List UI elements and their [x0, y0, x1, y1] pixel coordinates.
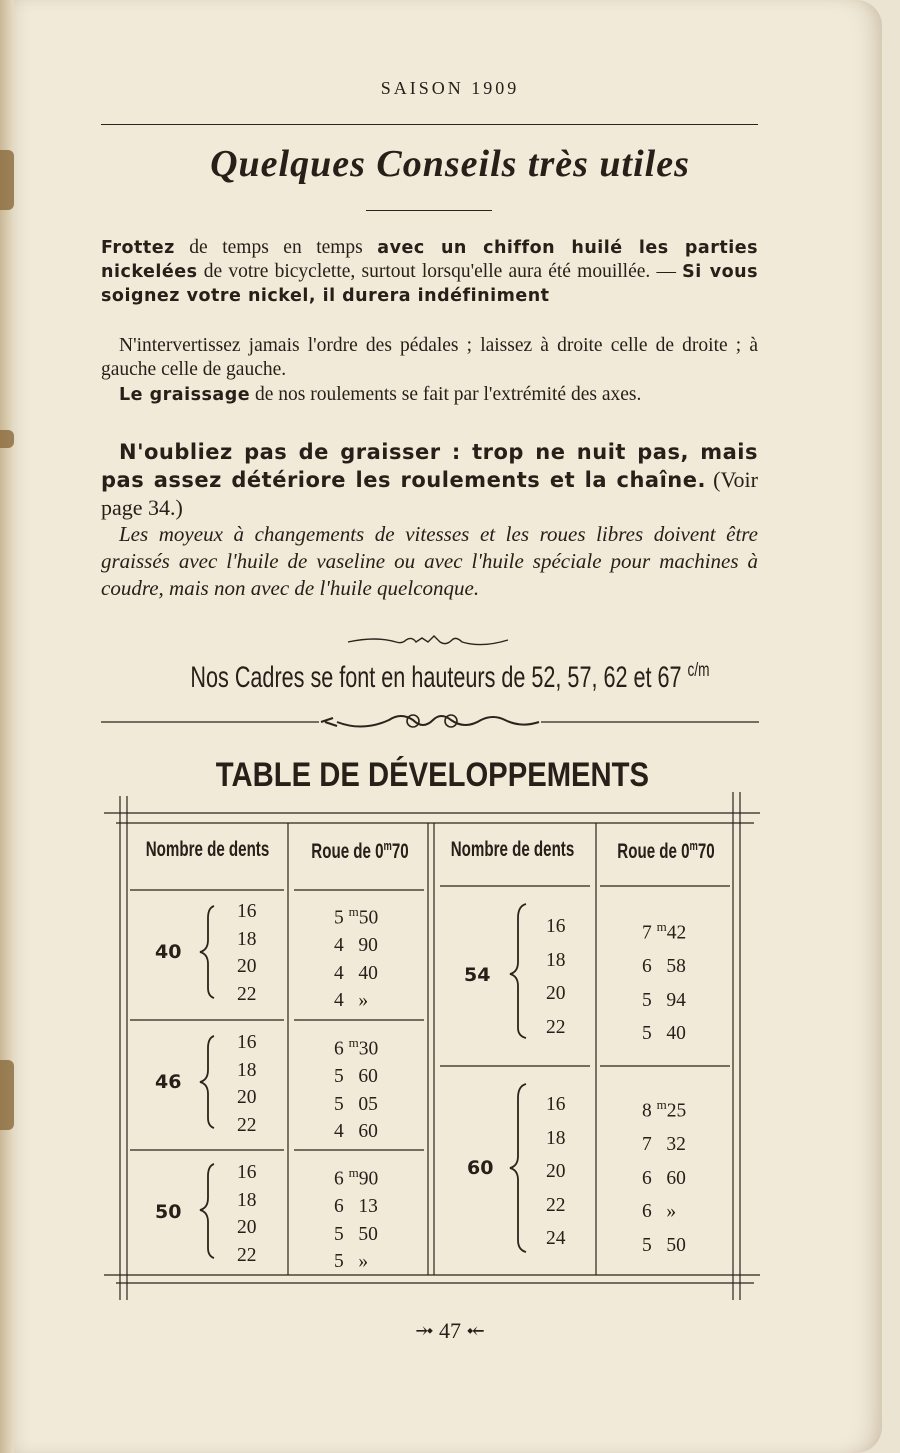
paragraph-graisser: N'oubliez pas de graisser : trop ne nuit pas, mais pas assez détériore les roulements et la chaîne. (Voir page 34.) [101, 440, 758, 520]
column-header-roue-left: Roue de 0$^m$70 [311, 838, 409, 863]
arrow-right-icon: ⤞ [415, 1318, 434, 1343]
pignons-60: 16 18 20 22 24 [546, 1094, 566, 1249]
paragraph-nickel: Frottez de temps en temps avec un chiffon huilé les parties nickelées de votre bicyclette, surtout lorsqu'elle aura été mouillée. — Si vous soignez votre nickel, il durera indéfiniment [101, 237, 758, 306]
column-header-dents-left: Nombre de dents [145, 838, 270, 861]
paragraph-pedales: N'intervertissez jamais l'ordre des pédales ; laissez à droite celle de droite ; à gauche celle de gauche. [101, 335, 758, 380]
column-header-roue-right: Roue de 0$^m$70 [617, 838, 715, 863]
pignons-40: 16 18 20 22 [237, 901, 257, 1005]
page-number: ⤞ 47 ⤝ [415, 1318, 485, 1343]
pignons-50: 16 18 20 22 [237, 1162, 257, 1266]
frame-sizes-note: Nos Cadres se font en hauteurs de 52, 57, 62 et 67 $^{c/m}$ [190, 660, 710, 694]
plateau-46: 46 [155, 1071, 182, 1093]
paragraph-graissage: Le graissage de nos roulements se fait par l'extrémité des axes. [119, 384, 642, 405]
arrow-left-icon: ⤝ [466, 1318, 485, 1343]
pignons-46: 16 18 20 22 [237, 1032, 257, 1136]
developpements-54: 7 $^m$42 6 58 5 94 5 40 [642, 919, 687, 1044]
column-header-dents-right: Nombre de dents [450, 838, 575, 861]
paragraph-moyeux: Les moyeux à changements de vitesses et les roues libres doivent être graissés avec l'huile de vaseline ou avec l'huile spéciale pour machines à coudre, mais non avec de l'huile quelconque. [101, 522, 758, 600]
developpements-60: 8 $^m$25 7 32 6 60 6 » 5 50 [642, 1097, 687, 1256]
running-header: SAISON 1909 [380, 78, 520, 98]
developpements-50: 6 $^m$90 6 13 5 50 5 » [334, 1165, 379, 1272]
developpements-46: 6 $^m$30 5 60 5 05 4 60 [334, 1035, 379, 1142]
pignons-54: 16 18 20 22 [546, 916, 566, 1038]
plateau-54: 54 [464, 964, 491, 986]
table-title: TABLE DE DÉVELOPPEMENTS [215, 756, 650, 794]
developpements-40: 5 $^m$50 4 90 4 40 4 » [334, 904, 379, 1011]
page-title: Quelques Conseils très utiles [210, 143, 690, 185]
plateau-50: 50 [155, 1201, 182, 1223]
plateau-60: 60 [467, 1157, 494, 1179]
plateau-40: 40 [155, 941, 182, 963]
